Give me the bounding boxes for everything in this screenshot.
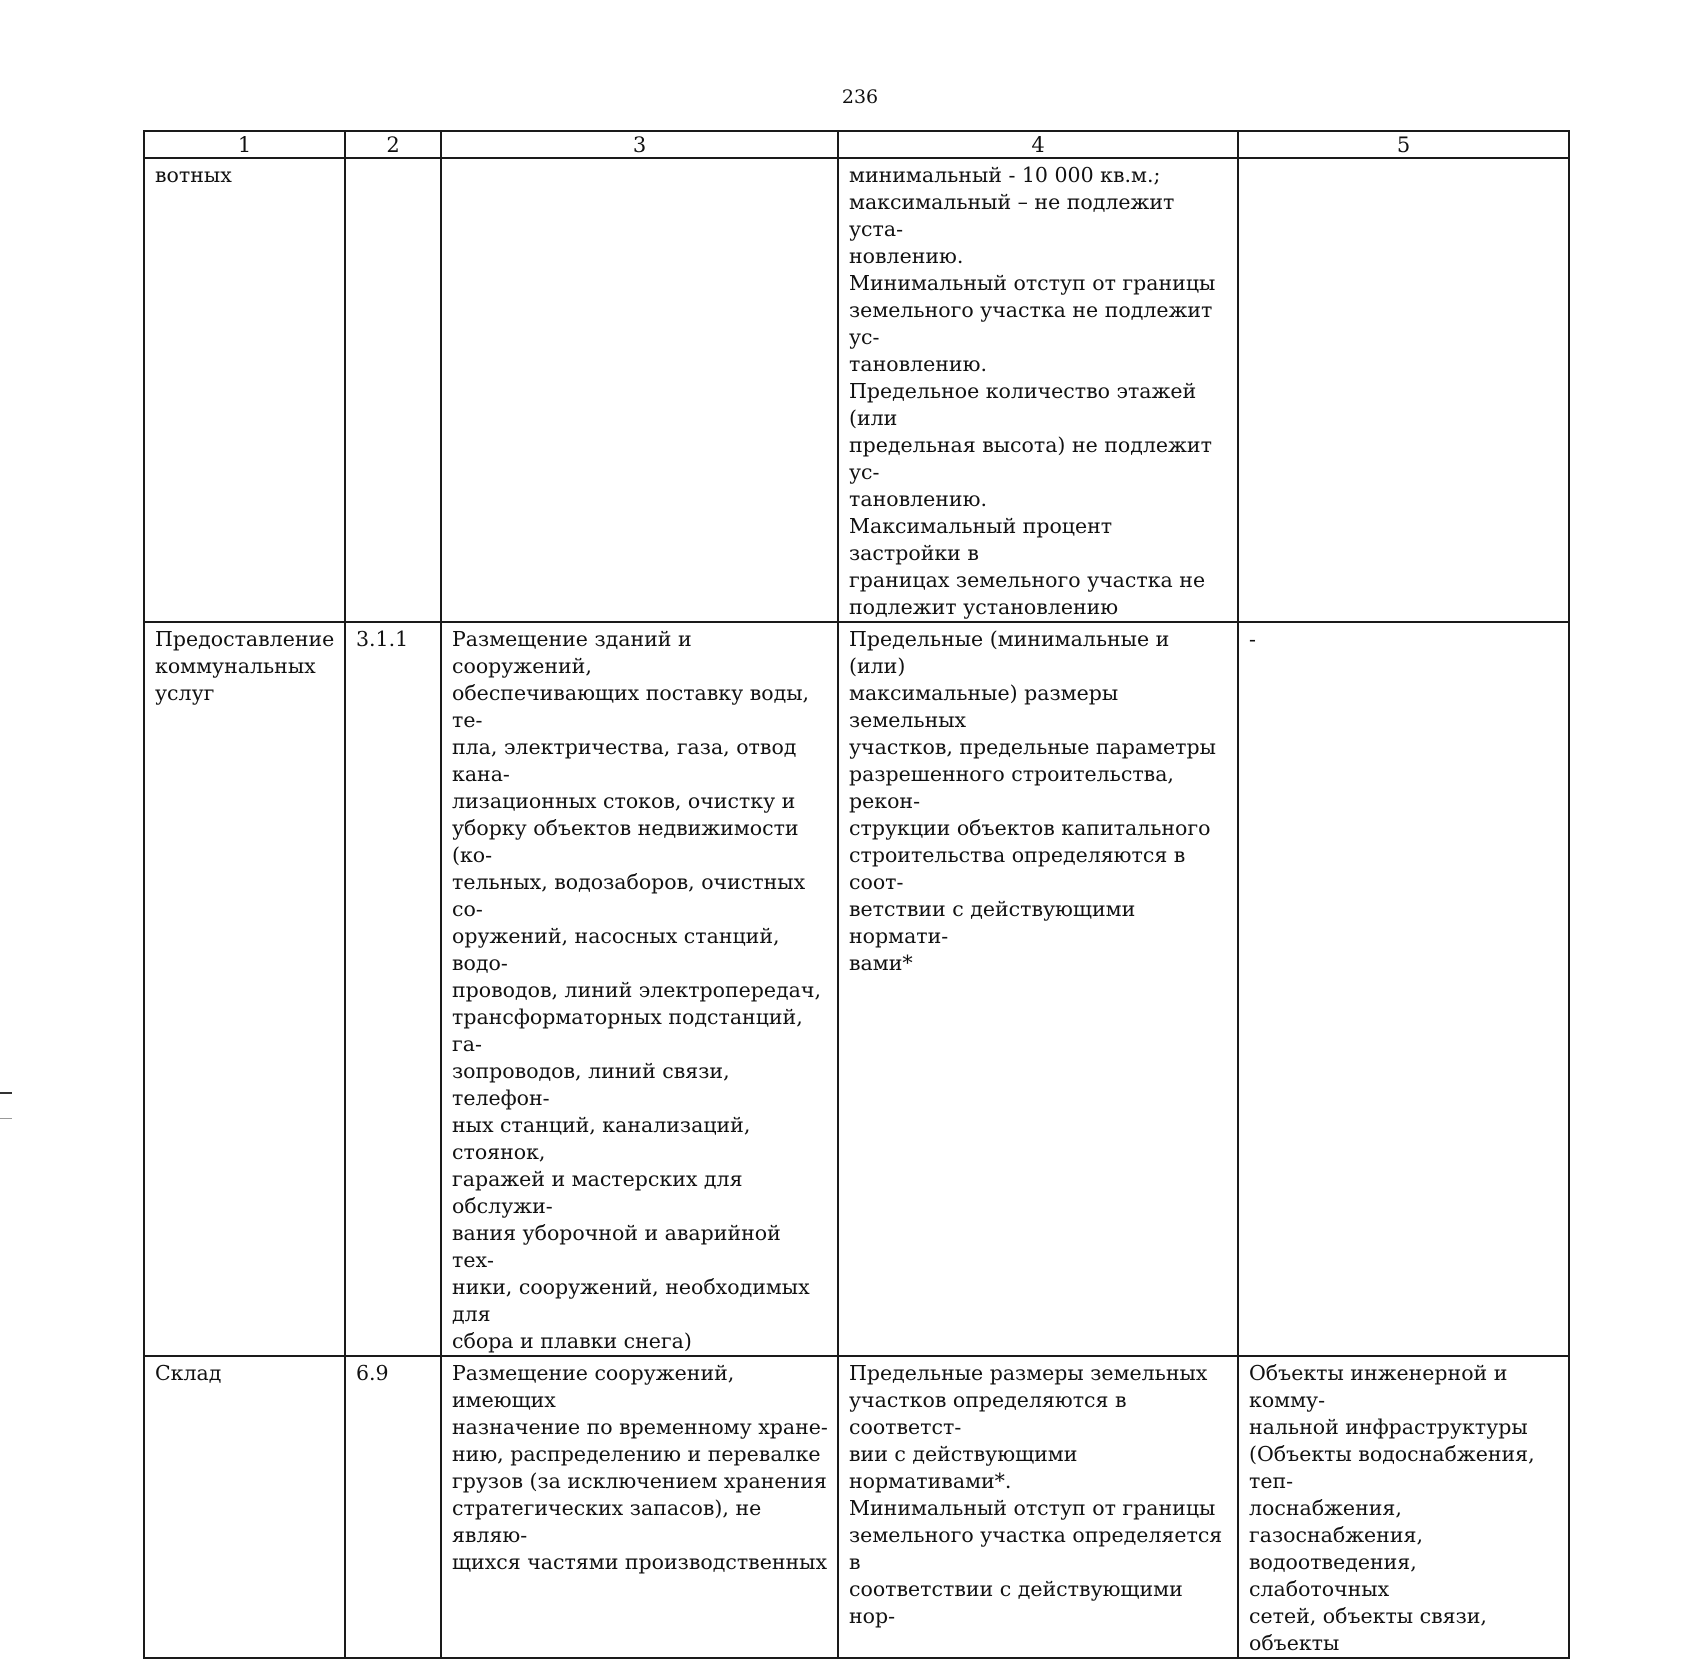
cell-text: Предельные (минимальные и (или) максимальные) размеры земельных участков, предельные параметры разрешенного строительства, рекон- струкции объектов капитального строительства определяются в соот- ветствии с действующими нормати- вами*	[849, 627, 1216, 975]
cell-text: 3.1.1	[356, 627, 409, 651]
cell-description	[441, 158, 838, 622]
cell-parameters	[838, 158, 1238, 622]
cell-text: Предоставление коммунальных услуг	[155, 627, 335, 705]
cell-parameters	[838, 1356, 1238, 1658]
column-header-3: 3	[441, 131, 838, 158]
column-header-2: 2	[345, 131, 441, 158]
cell-text: 6.9	[356, 1361, 389, 1385]
header-row	[144, 131, 1569, 158]
zoning-table	[143, 130, 1570, 1659]
page-number: 236	[841, 86, 879, 108]
cell-description	[441, 1356, 838, 1658]
table-row	[144, 158, 1569, 622]
cell-text: вотных	[155, 163, 232, 187]
cell-use-name	[144, 1356, 345, 1658]
column-header-4: 4	[838, 131, 1238, 158]
scan-margin-mark	[0, 1118, 12, 1119]
cell-text: Размещение зданий и сооружений, обеспечивающих поставку воды, те- пла, электричества, газа, отвод кана- лизационных стоков, очистку и уборку объектов недвижимости (ко- тельных, водозаборов, очистных со- оружений, насосных станций, водо- проводов, линий электропередач, трансформаторных подстанций, га- зопроводов, линий связи, телефон- ных станций, канализаций, стоянок, гаражей и мастерских для обслужи- вания уборочной и аварийной тех- ники, сооружений, необходимых для сбора и плавки снега)	[452, 627, 821, 1353]
cell-code	[345, 158, 441, 622]
cell-text: Склад	[155, 1361, 222, 1385]
cell-text: Объекты инженерной и комму- нальной инфраструктуры (Объекты водоснабжения, теп- лоснабжения, газоснабжения, водоотведения, слаботочных сетей, объекты связи, объекты	[1249, 1361, 1535, 1655]
column-header-1: 1	[144, 131, 345, 158]
cell-text: -	[1249, 627, 1256, 651]
cell-auxiliary	[1238, 1356, 1569, 1658]
cell-code	[345, 622, 441, 1356]
table-row	[144, 1356, 1569, 1658]
cell-parameters	[838, 622, 1238, 1356]
cell-code	[345, 1356, 441, 1658]
table-row	[144, 622, 1569, 1356]
cell-text: Предельные размеры земельных участков определяются в соответст- вии с действующими нормативами*. Минимальный отступ от границы земельного участка определяется в соответствии с действующими нор-	[849, 1361, 1223, 1628]
cell-use-name	[144, 622, 345, 1356]
cell-description	[441, 622, 838, 1356]
scan-margin-mark	[0, 1092, 12, 1094]
cell-use-name	[144, 158, 345, 622]
cell-text: Размещение сооружений, имеющих назначение по временному хране- нию, распределению и перевалке грузов (за исключением хранения стратегических запасов), не являю- щихся частями производственных	[452, 1361, 828, 1574]
column-header-5: 5	[1238, 131, 1569, 158]
cell-auxiliary	[1238, 158, 1569, 622]
cell-auxiliary	[1238, 622, 1569, 1356]
cell-text: минимальный - 10 000 кв.м.; максимальный – не подлежит уста- новлению. Минимальный отступ от границы земельного участка не подлежит ус- тановлению. Предельное количество этажей (или предельная высота) не подлежит ус- тановлению. Максимальный процент застройки в границах земельного участка не подлежит установлению	[849, 163, 1216, 619]
